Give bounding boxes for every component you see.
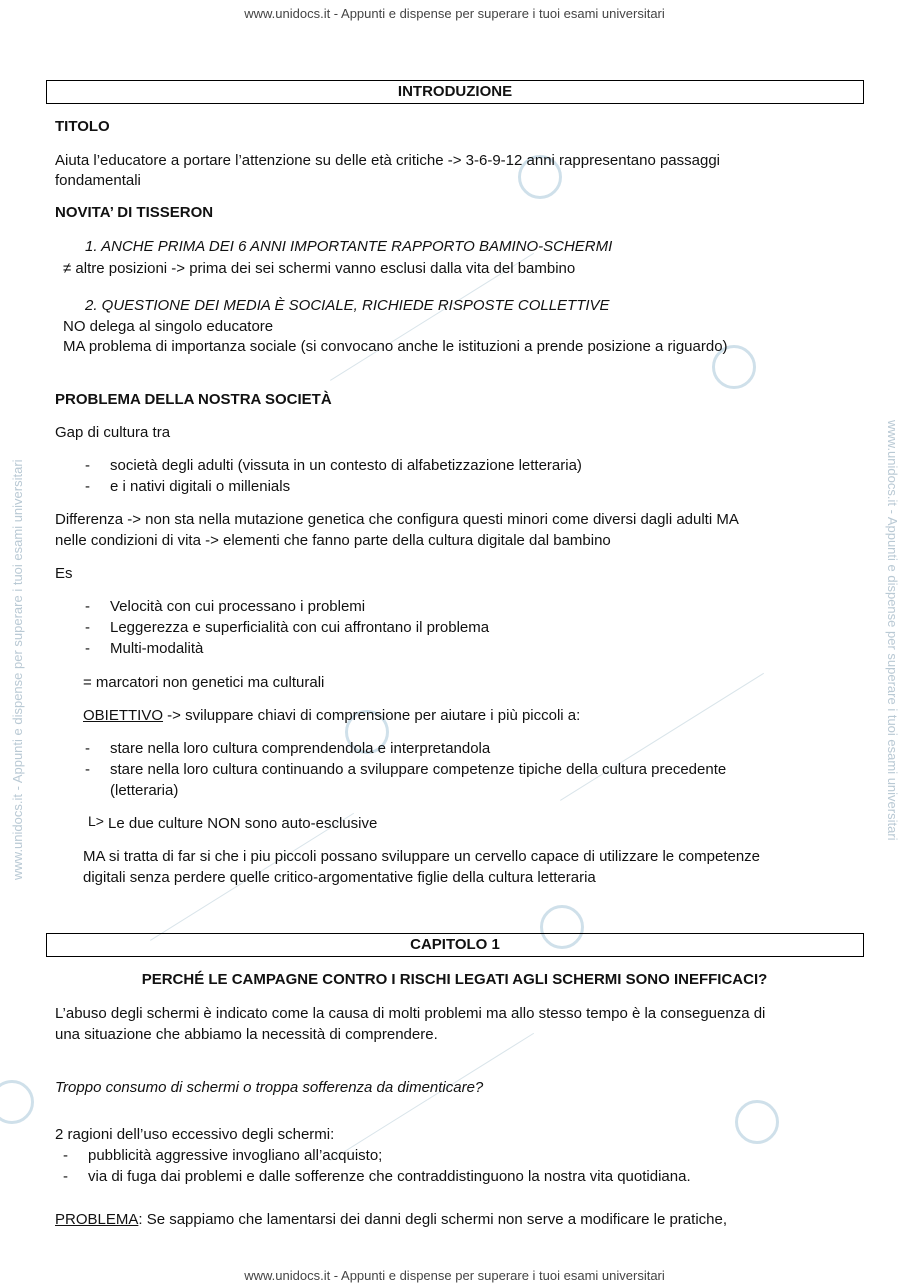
intro-heading-box: INTRODUZIONE — [46, 80, 864, 104]
paragraph-line: fondamentali — [55, 172, 141, 189]
paragraph-line: Es — [55, 565, 73, 582]
bullet-dash: - — [63, 1147, 68, 1164]
item-note: ≠ altre posizioni -> prima dei sei schermi vanno esclusi dalla vita del bambino — [63, 260, 576, 277]
numbered-item: 2. QUESTIONE DEI MEDIA È SOCIALE, RICHIEDE RISPOSTE COLLETTIVE — [85, 297, 610, 314]
question-line: Troppo consumo di schermi o troppa sofferenza da dimenticare? — [55, 1079, 484, 1096]
list-item: società degli adulti (vissuta in un contesto di alfabetizzazione letteraria) — [110, 457, 582, 474]
paragraph-line: Aiuta l’educatore a portare l’attenzione su delle età critiche -> 3-6-9-12 anni rappresentano passaggi — [55, 152, 720, 169]
list-item: stare nella loro cultura comprendendola e interpretandola — [110, 740, 491, 757]
arrow-glyph: L> — [88, 813, 104, 829]
list-item: Velocità con cui processano i problemi — [110, 598, 366, 615]
paragraph-line: 2 ragioni dell’uso eccessivo degli schermi: — [55, 1126, 335, 1143]
problema-line — [55, 1211, 727, 1228]
watermark-diagonal — [330, 1033, 534, 1161]
bullet-dash: - — [85, 619, 90, 636]
problema-text: : Se sappiamo che lamentarsi dei danni degli schermi non serve a modificare le pratiche, — [138, 1211, 727, 1228]
paragraph-line: = marcatori non genetici ma culturali — [83, 674, 325, 691]
chapter1-heading-box: CAPITOLO 1 — [46, 933, 864, 957]
problema-label: PROBLEMA — [55, 1211, 139, 1228]
paragraph-line: MA si tratta di far si che i piu piccoli possano sviluppare un cervello capace di utilizzare le competenze — [83, 848, 761, 865]
header-watermark: www.unidocs.it - Appunti e dispense per superare i tuoi esami universitari — [244, 6, 665, 21]
problema-heading: PROBLEMA DELLA NOSTRA SOCIETÀ — [55, 391, 332, 408]
paragraph-line: Differenza -> non sta nella mutazione genetica che configura questi minori come diversi dagli adulti MA — [55, 511, 739, 528]
bullet-dash: - — [85, 640, 90, 657]
paragraph-line: nelle condizioni di vita -> elementi che fanno parte della cultura digitale dal bambino — [55, 532, 611, 549]
right-side-watermark: www.unidocs.it - Appunti e dispense per superare i tuoi esami universitari — [885, 420, 900, 841]
bullet-dash: - — [85, 740, 90, 757]
bullet-dash: - — [85, 598, 90, 615]
numbered-item: 1. ANCHE PRIMA DEI 6 ANNI IMPORTANTE RAPPORTO BAMINO-SCHERMI — [85, 238, 613, 255]
bullet-dash: - — [85, 478, 90, 495]
bullet-dash: - — [85, 457, 90, 474]
list-item: via di fuga dai problemi e dalle sofferenze che contraddistinguono la nostra vita quotidiana. — [88, 1168, 691, 1185]
paragraph-line: Gap di cultura tra — [55, 424, 171, 441]
obiettivo-label: OBIETTIVO — [83, 707, 164, 724]
obiettivo-text: -> sviluppare chiavi di comprensione per aiutare i più piccoli a: — [163, 707, 581, 724]
paragraph-line: L’abuso degli schermi è indicato come la causa di molti problemi ma allo stesso tempo è la conseguenza di — [55, 1005, 766, 1022]
list-item: e i nativi digitali o millenials — [110, 478, 291, 495]
list-item-continuation: (letteraria) — [110, 782, 179, 799]
item-note: MA problema di importanza sociale (si convocano anche le istituzioni a prende posizione a riguardo) — [63, 338, 728, 355]
footer-watermark: www.unidocs.it - Appunti e dispense per superare i tuoi esami universitari — [244, 1268, 665, 1283]
item-note: NO delega al singolo educatore — [63, 318, 274, 335]
list-item: pubblicità aggressive invogliano all’acquisto; — [88, 1147, 383, 1164]
culture-note: Le due culture NON sono auto-esclusive — [108, 815, 378, 832]
list-item: Leggerezza e superficialità con cui affrontano il problema — [110, 619, 490, 636]
bullet-dash: - — [63, 1168, 68, 1185]
obiettivo-line — [83, 707, 580, 724]
paragraph-line: digitali senza perdere quelle critico-argomentative figlie della cultura letteraria — [83, 869, 596, 886]
unidocs-logo-icon — [0, 1080, 34, 1124]
chapter1-subheading: PERCHÉ LE CAMPAGNE CONTRO I RISCHI LEGATI AGLI SCHERMI SONO INEFFICACI? — [141, 971, 768, 988]
list-item: stare nella loro cultura continuando a sviluppare competenze tipiche della cultura precedente — [110, 761, 727, 778]
bullet-dash: - — [85, 761, 90, 778]
list-item: Multi-modalità — [110, 640, 204, 657]
titolo-heading: TITOLO — [55, 118, 110, 135]
unidocs-logo-icon — [735, 1100, 779, 1144]
left-side-watermark: www.unidocs.it - Appunti e dispense per superare i tuoi esami universitari — [10, 459, 25, 880]
watermark-diagonal — [560, 673, 764, 801]
novita-heading: NOVITA’ DI TISSERON — [55, 204, 214, 221]
paragraph-line: una situazione che abbiamo la necessità di comprendere. — [55, 1026, 438, 1043]
